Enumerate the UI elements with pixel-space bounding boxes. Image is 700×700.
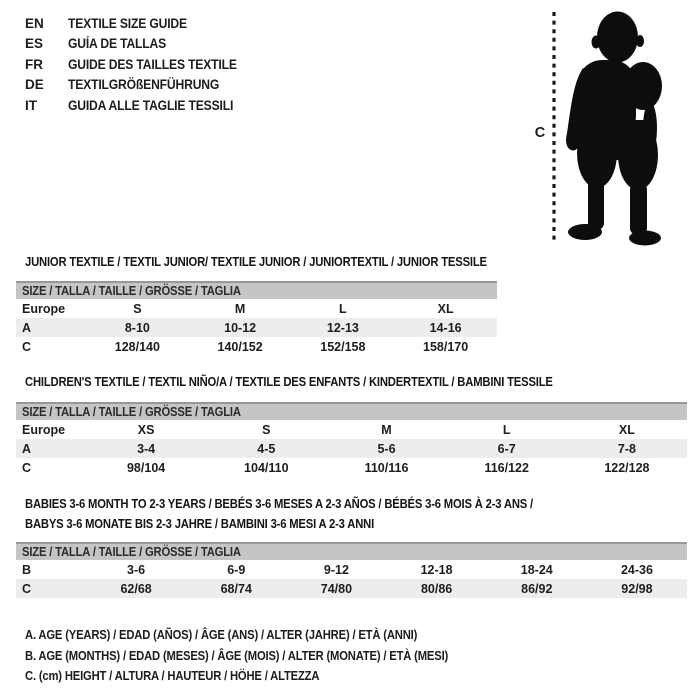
language-row-en xyxy=(25,13,256,34)
legend-row-b xyxy=(25,646,495,667)
babies-table-title-line1: BABIES 3-6 MONTH TO 2-3 YEARS / BEBÉS 3-6 MESES A 2-3 AÑOS / BÉBÉS 3-6 MOIS À 2-3 ANS / xyxy=(25,497,534,511)
value-cell: 110/116 xyxy=(364,460,409,475)
size-cell: S xyxy=(133,301,142,316)
value-cell: 6-9 xyxy=(227,562,246,577)
table-row-height xyxy=(16,458,687,477)
size-cell: L xyxy=(339,301,347,316)
language-code: DE xyxy=(25,77,44,93)
size-table-header-bar xyxy=(16,542,687,560)
value-cell: 6-7 xyxy=(497,441,516,456)
language-code: EN xyxy=(25,15,44,31)
value-cell: 86/92 xyxy=(521,581,553,596)
value-cell: 12-13 xyxy=(326,320,359,335)
size-table-header-text: SIZE / TALLA / TAILLE / GRÖSSE / TAGLIA xyxy=(22,284,241,298)
size-table-header-text: SIZE / TALLA / TAILLE / GRÖSSE / TAGLIA xyxy=(22,545,241,559)
value-cell: 140/152 xyxy=(217,339,263,354)
value-cell: 158/170 xyxy=(423,339,469,354)
legend-text-c: C. (cm) HEIGHT / ALTURA / HAUTEUR / HÖHE / ALTEZZA xyxy=(25,669,320,684)
junior-table-title-text: JUNIOR TEXTILE / TEXTIL JUNIOR/ TEXTILE JUNIOR / JUNIORTEXTIL / JUNIOR TESSILE xyxy=(25,255,487,269)
value-cell: 14-16 xyxy=(429,320,462,335)
value-cell: 116/122 xyxy=(484,460,529,475)
value-cell: 92/98 xyxy=(621,581,653,596)
value-cell: 5-6 xyxy=(377,441,396,456)
size-cell: M xyxy=(234,301,246,316)
value-cell: 68/74 xyxy=(220,581,252,596)
legend-row-c xyxy=(25,666,495,687)
value-cell: 62/68 xyxy=(120,581,152,596)
row-label: C xyxy=(22,460,32,475)
measurement-legend xyxy=(25,625,495,687)
size-table-header-bar xyxy=(16,281,497,299)
size-cell: S xyxy=(262,422,271,437)
size-cell: XS xyxy=(137,422,155,437)
babies-table-title-line2: BABYS 3-6 MONATE BIS 2-3 JAHRE / BAMBINI 3-6 MESI A 2-3 ANNI xyxy=(25,517,375,531)
row-label: C xyxy=(22,581,32,596)
language-code: IT xyxy=(25,97,37,113)
row-label: C xyxy=(22,339,32,354)
value-cell: 128/140 xyxy=(114,339,160,354)
row-label: B xyxy=(22,562,32,577)
language-row-fr xyxy=(25,54,256,75)
row-label: Europe xyxy=(22,301,66,316)
language-code: FR xyxy=(25,56,43,72)
value-cell: 122/128 xyxy=(604,460,650,475)
value-cell: 74/80 xyxy=(320,581,353,596)
table-row-height xyxy=(16,579,687,598)
legend-text-a: A. AGE (YEARS) / EDAD (AÑOS) / ÂGE (ANS) / ALTER (JAHRE) / ETÀ (ANNI) xyxy=(25,628,418,643)
value-cell: 98/104 xyxy=(126,460,166,475)
value-cell: 9-12 xyxy=(323,562,349,577)
size-table-header-text: SIZE / TALLA / TAILLE / GRÖSSE / TAGLIA xyxy=(22,405,241,419)
babies-size-table xyxy=(16,542,687,598)
value-cell: 8-10 xyxy=(124,320,150,335)
children-table-title-text: CHILDREN'S TEXTILE / TEXTIL NIÑO/A / TEXTILE DES ENFANTS / KINDERTEXTIL / BAMBINI TESSILE xyxy=(25,375,553,389)
language-title: GUIDA ALLE TAGLIE TESSILI xyxy=(68,97,234,113)
table-row-months xyxy=(16,560,687,579)
table-row-europe xyxy=(16,299,497,318)
size-cell: XL xyxy=(618,422,635,437)
value-cell: 7-8 xyxy=(617,441,636,456)
toddler-silhouette-icon xyxy=(545,8,668,246)
value-cell: 12-18 xyxy=(420,562,453,577)
value-cell: 18-24 xyxy=(520,562,553,577)
value-cell: 3-4 xyxy=(137,441,156,456)
language-title: TEXTILE SIZE GUIDE xyxy=(68,15,187,31)
size-cell: XL xyxy=(437,301,454,316)
babies-table-title xyxy=(25,494,589,534)
junior-table-title xyxy=(25,252,538,272)
row-label: A xyxy=(22,441,32,456)
language-row-es xyxy=(25,34,256,55)
language-code: ES xyxy=(25,36,44,52)
legend-row-a xyxy=(25,625,495,646)
table-row-height xyxy=(16,337,497,356)
junior-size-table xyxy=(16,281,497,356)
value-cell: 4-5 xyxy=(257,441,276,456)
table-row-age xyxy=(16,439,687,458)
height-measure-label: C xyxy=(534,125,546,141)
value-cell: 80/86 xyxy=(420,581,453,596)
size-table-header-bar xyxy=(16,402,687,420)
row-label: A xyxy=(22,320,32,335)
table-row-age xyxy=(16,318,497,337)
language-title: GUÍA DE TALLAS xyxy=(68,36,167,52)
language-list xyxy=(25,13,256,116)
language-row-de xyxy=(25,75,256,96)
legend-text-b: B. AGE (MONTHS) / EDAD (MESES) / ÂGE (MOIS) / ALTER (MONATE) / ETÀ (MESI) xyxy=(25,648,449,663)
language-row-it xyxy=(25,95,256,116)
children-table-title xyxy=(25,372,611,392)
table-row-europe xyxy=(16,420,687,439)
value-cell: 3-6 xyxy=(127,562,146,577)
value-cell: 104/110 xyxy=(244,460,289,475)
value-cell: 10-12 xyxy=(224,320,257,335)
size-cell: M xyxy=(381,422,392,437)
value-cell: 24-36 xyxy=(620,562,653,577)
size-cell: L xyxy=(502,422,511,437)
toddler-silhouette xyxy=(566,12,662,246)
row-label: Europe xyxy=(22,422,66,437)
children-size-table xyxy=(16,402,687,477)
language-title: GUIDE DES TAILLES TEXTILE xyxy=(68,56,237,72)
language-title: TEXTILGRÖßENFÜHRUNG xyxy=(68,77,220,93)
value-cell: 152/158 xyxy=(320,339,366,354)
